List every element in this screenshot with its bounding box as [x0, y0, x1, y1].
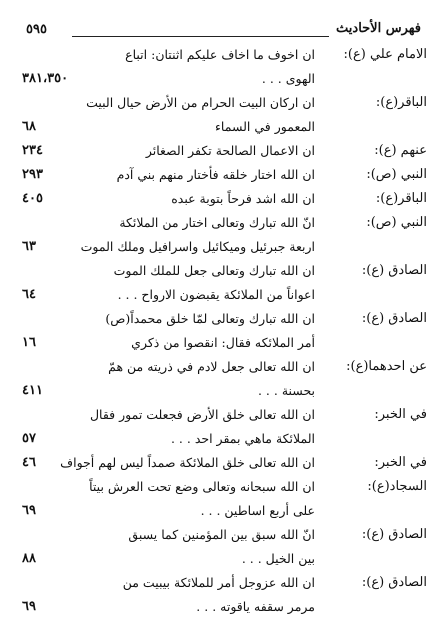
hadith-text: انّ الله سبق بين المؤمنين كما يسبق	[128, 527, 315, 542]
index-entry	[0, 357, 447, 405]
hadith-text: ان الله اشد فرحاً بتوبة عبده	[171, 191, 315, 206]
page-reference: ٦٩	[22, 503, 36, 518]
page-reference: ٦٣	[22, 239, 36, 254]
index-entry	[0, 453, 447, 477]
page-reference: ٢٩٣	[22, 167, 43, 182]
narrator-label: النبي (ص):	[366, 215, 427, 230]
hadith-text: اعواناً من الملائكة يقبضون الارواح . . .	[117, 287, 315, 302]
entry-line	[0, 93, 447, 117]
header-rule	[72, 36, 329, 37]
index-entry	[0, 141, 447, 165]
index-entry	[0, 309, 447, 357]
entry-line	[0, 381, 447, 405]
entry-line	[0, 549, 447, 573]
page-reference: ٤٦	[22, 455, 36, 470]
narrator-label: عنهم (ع):	[374, 143, 427, 158]
narrator-label: عن احدهما(ع):	[346, 359, 427, 374]
page-reference: ٢٣٤	[22, 143, 43, 158]
entry-line	[0, 69, 447, 93]
page-reference: ٥٧	[22, 431, 36, 446]
narrator-label: الصادق (ع):	[361, 527, 427, 542]
entry-line	[0, 573, 447, 597]
entry-line	[0, 357, 447, 381]
hadith-text: ان الله عزوجل أمر للملائكة بيبيت من	[122, 575, 315, 590]
index-entry	[0, 261, 447, 309]
hadith-text: بحسنة . . .	[257, 383, 315, 398]
hadith-text: بين الخيل . . .	[241, 551, 315, 566]
hadith-text: ان الله اختار خلقه فأختار منهم بني آدم	[116, 167, 315, 182]
entry-line	[0, 189, 447, 213]
entry-line	[0, 477, 447, 501]
entry-line	[0, 597, 447, 621]
page-number: ٥٩٥	[26, 22, 47, 37]
hadith-text: ان الله تبارك وتعالى لمّا خلق محمداً(ص)	[105, 311, 315, 326]
page-reference: ٣٨١،٣٥٠	[22, 71, 69, 86]
hadith-text: ان الله تبارك وتعالى جعل للملك الموت	[113, 263, 315, 278]
hadith-text: اربعة جبرئيل وميكائيل واسرافيل وملك الموت	[80, 239, 315, 254]
narrator-label: الامام علي (ع):	[343, 47, 427, 62]
hadith-text: ان الاعمال الصالحة تكفر الصغائر	[145, 143, 315, 158]
hadith-text: ان اخوف ما اخاف عليكم اثنتان: اتباع	[125, 47, 315, 62]
entry-line	[0, 309, 447, 333]
index-entry	[0, 477, 447, 525]
hadith-text: على أربع اساطين . . .	[200, 503, 315, 518]
narrator-label: الصادق (ع):	[361, 263, 427, 278]
narrator-label: الباقر(ع):	[375, 191, 427, 206]
hadith-text: ان الله تعالى خلق الملائكة صمداً ليس لهم أجواف	[60, 455, 315, 470]
page-reference: ٦٨	[22, 119, 36, 134]
narrator-label: السجاد(ع):	[367, 479, 427, 494]
hadith-text: مرمر سقفه ياقوته . . .	[196, 599, 315, 614]
index-entry	[0, 189, 447, 213]
index-entry	[0, 165, 447, 189]
page-reference: ٤١١	[22, 383, 43, 398]
entry-line	[0, 405, 447, 429]
index-entry	[0, 45, 447, 93]
hadith-text: ان اركان البيت الحرام من الأرض حيال البيت	[86, 95, 315, 110]
index-entry	[0, 213, 447, 261]
entry-line	[0, 141, 447, 165]
entry-line	[0, 165, 447, 189]
hadith-text: الملائكة ماهي بمقر احد . . .	[170, 431, 315, 446]
hadith-text: انّ الله تبارك وتعالى اختار من الملائكة	[119, 215, 315, 230]
hadith-text: ان الله تعالى خلق الأرض فجعلت تمور فقال	[89, 407, 315, 422]
page-reference: ٤٠٥	[22, 191, 43, 206]
entry-line	[0, 429, 447, 453]
page-reference: ٦٩	[22, 599, 36, 614]
entry-line	[0, 213, 447, 237]
narrator-label: الصادق (ع):	[361, 311, 427, 326]
hadith-index-list	[0, 45, 447, 621]
entry-line	[0, 333, 447, 357]
hadith-text: الهوى . . .	[261, 71, 315, 86]
entry-line	[0, 453, 447, 477]
hadith-text: ان الله سبحانه وتعالى وضع تحت العرش بيتاً	[89, 479, 315, 494]
index-entry	[0, 573, 447, 621]
narrator-label: في الخبر:	[374, 455, 427, 470]
entry-line	[0, 261, 447, 285]
page-reference: ٨٨	[22, 551, 36, 566]
entry-line	[0, 525, 447, 549]
entry-line	[0, 285, 447, 309]
hadith-text: ان الله تعالى جعل لادم في ذريته من همّ	[108, 359, 315, 374]
index-entry	[0, 405, 447, 453]
index-entry	[0, 525, 447, 573]
running-title: فهرس الأحاديث	[336, 21, 421, 36]
narrator-label: الصادق (ع):	[361, 575, 427, 590]
narrator-label: النبي (ص):	[366, 167, 427, 182]
page-reference: ١٦	[22, 335, 36, 350]
hadith-text: أمر الملائكه فقال: انقصوا من ذكري	[131, 335, 315, 350]
entry-line	[0, 117, 447, 141]
entry-line	[0, 237, 447, 261]
entry-line	[0, 501, 447, 525]
page-reference: ٦٤	[22, 287, 36, 302]
index-entry	[0, 93, 447, 141]
entry-line	[0, 45, 447, 69]
narrator-label: في الخبر:	[374, 407, 427, 422]
narrator-label: الباقر(ع):	[375, 95, 427, 110]
hadith-text: المعمور في السماء	[215, 119, 315, 134]
